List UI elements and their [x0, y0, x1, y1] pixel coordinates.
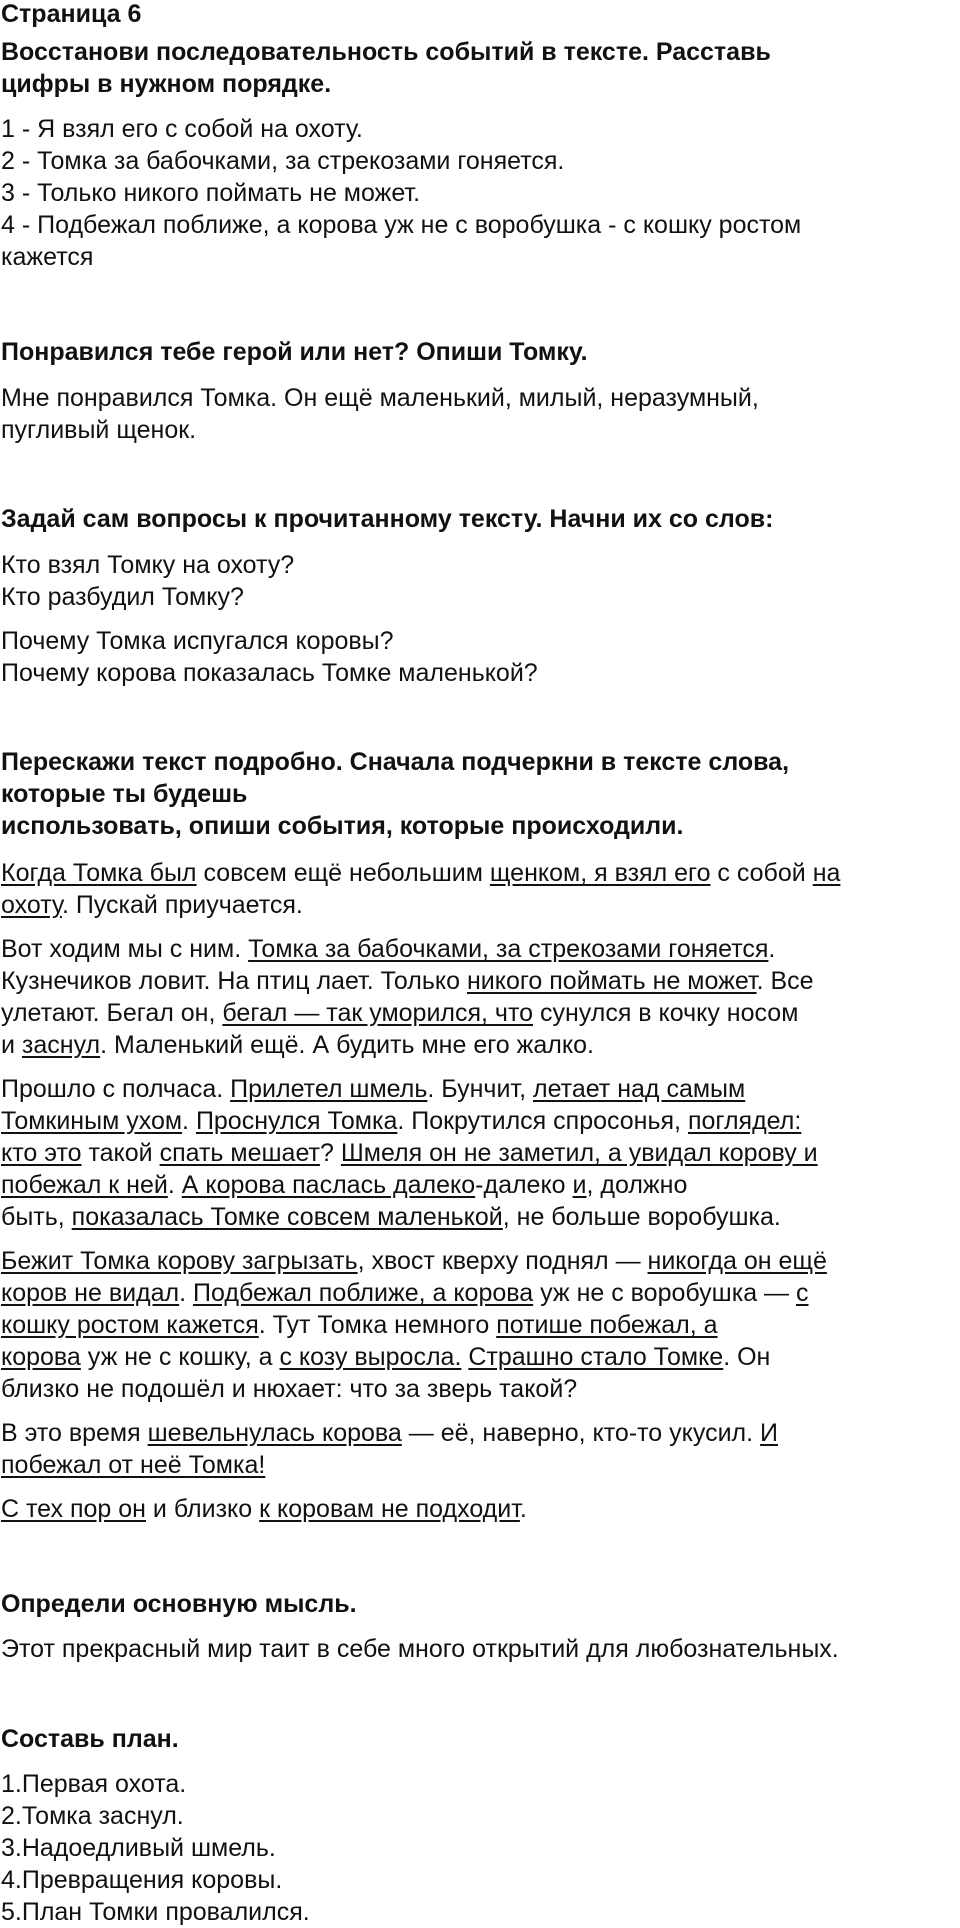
text-span: . [182, 1107, 196, 1135]
underlined-phrase: и [572, 1171, 587, 1199]
text-span: . [179, 1279, 194, 1307]
text-span: . Маленький ещё. А будить мне его жалко. [100, 1031, 594, 1059]
underlined-phrase: корова [1, 1343, 81, 1371]
text-span: пугливый щенок. [1, 416, 197, 444]
section-heading: Составь план. [1, 1725, 179, 1753]
text-span: — её, наверно, кто-то укусил. [401, 1419, 761, 1447]
text-span: . Все [756, 967, 814, 995]
text-span: Кузнечиков ловит. На птиц лает. Только [1, 967, 467, 995]
underlined-phrase: коров не видал [1, 1279, 180, 1307]
text-span: и близко [145, 1495, 260, 1523]
section-heading: Восстанови последовательность событий в тексте. Расставь [1, 38, 771, 66]
underlined-phrase: щенком, я взял его [489, 859, 711, 887]
underlined-phrase: на [812, 859, 841, 887]
text-line [1, 1417, 778, 1449]
underlined-phrase: летает над самым [533, 1075, 746, 1103]
underlined-phrase: побежал от неё Томка! [1, 1451, 266, 1479]
text-line [1, 857, 840, 889]
text-span: Кто взял Томку на охоту? [1, 551, 295, 579]
text-span: совсем ещё небольшим [196, 859, 490, 887]
text-span: , должно [586, 1171, 688, 1199]
underlined-phrase: Когда Томка был [1, 859, 197, 887]
text-line [1, 549, 294, 581]
text-span: 4 - Подбежал поближе, а корова уж не с воробушка - с кошку ростом [1, 211, 802, 239]
underlined-phrase: побежал к ней [1, 1171, 168, 1199]
text-line [1, 1493, 527, 1525]
text-line [1, 1029, 594, 1061]
text-span: 3 - Только никого поймать не может. [1, 179, 421, 207]
text-span: сунулся в кочку носом [533, 999, 799, 1027]
underlined-phrase: Страшно стало Томке [468, 1343, 724, 1371]
underlined-phrase: Прилетел шмель [230, 1075, 428, 1103]
text-span: близко не подошёл и нюхает: что за зверь такой? [1, 1375, 578, 1403]
text-span: улетают. Бегал он, [1, 999, 223, 1027]
text-line [1, 1832, 276, 1864]
underlined-phrase: Подбежал поближе, а корова [193, 1279, 534, 1307]
underlined-phrase: к коровам не подходит [259, 1495, 520, 1523]
underlined-phrase: И [760, 1419, 779, 1447]
text-line [1, 1800, 184, 1832]
section-heading: цифры в нужном порядке. [1, 70, 332, 98]
text-line [1, 1137, 818, 1169]
text-span: В это время [1, 1419, 148, 1447]
underlined-phrase: А корова паслась далеко [181, 1171, 476, 1199]
text-line [1, 1073, 745, 1105]
text-span: уж не с воробушка — [533, 1279, 796, 1307]
text-span: уж не с кошку, а [80, 1343, 280, 1371]
underlined-phrase: Проснулся Томка [195, 1107, 398, 1135]
text-span: . Он [723, 1343, 771, 1371]
text-line [1, 1341, 770, 1373]
text-line [1, 1245, 827, 1277]
text-line [1, 997, 798, 1029]
text-line [1, 113, 363, 145]
text-span: . Покрутился спросонья, [397, 1107, 688, 1135]
text-line [1, 657, 538, 689]
text-span: Почему Томка испугался коровы? [1, 627, 394, 655]
text-line [1, 382, 759, 414]
text-line [1, 414, 196, 446]
text-line [1, 933, 775, 965]
text-span: с собой [710, 859, 813, 887]
text-span: . Пускай приучается. [61, 891, 303, 919]
underlined-phrase: кошку ростом кажется [1, 1311, 259, 1339]
underlined-phrase: потише побежал, а [496, 1311, 718, 1339]
underlined-phrase: поглядел: [687, 1107, 802, 1135]
section-heading: которые ты будешь [1, 780, 248, 808]
text-line [1, 889, 303, 921]
underlined-phrase: шевельнулась корова [147, 1419, 402, 1447]
underlined-phrase: с козу выросла. [279, 1343, 462, 1371]
underlined-phrase: спать мешает [159, 1139, 320, 1167]
underlined-phrase: с [796, 1279, 809, 1307]
text-line [1, 1277, 809, 1309]
text-span: 5.План Томки провалился. [1, 1898, 310, 1926]
text-line [1, 1768, 186, 1800]
text-span: Вот ходим мы с ним. [1, 935, 249, 963]
text-line [1, 1309, 718, 1341]
text-span: , не больше воробушка. [502, 1203, 781, 1231]
text-span: , хвост кверху поднял — [357, 1247, 648, 1275]
underlined-phrase: Томка за бабочками, за стрекозами гоняется [248, 935, 769, 963]
text-span: 2.Томка заснул. [1, 1802, 184, 1830]
section-heading: Перескажи текст подробно. Сначала подчеркни в тексте слова, [1, 748, 790, 776]
text-span: быть, [1, 1203, 72, 1231]
text-line [1, 241, 93, 273]
text-span: 2 - Томка за бабочками, за стрекозами гоняется. [1, 147, 565, 175]
text-span: 4.Превращения коровы. [1, 1866, 283, 1894]
text-line [1, 145, 564, 177]
underlined-phrase: никого поймать не может [466, 967, 757, 995]
underlined-phrase: никогда он ещё [647, 1247, 827, 1275]
section-heading: использовать, опиши события, которые происходили. [1, 812, 684, 840]
text-line [1, 1105, 801, 1137]
text-span: Этот прекрасный мир таит в себе много открытий для любознательных. [1, 1635, 839, 1663]
text-span: Кто разбудил Томку? [1, 583, 244, 611]
text-span: . [768, 935, 776, 963]
section-heading: Понравился тебе герой или нет? Опиши Томку. [1, 338, 588, 366]
underlined-phrase: бегал — так уморился, что [222, 999, 534, 1027]
text-span: Прошло с полчаса. [1, 1075, 231, 1103]
section-heading: Задай сам вопросы к прочитанному тексту. Начни их со слов: [1, 505, 774, 533]
text-line [1, 965, 814, 997]
text-span: 1 - Я взял его с собой на охоту. [1, 115, 363, 143]
text-span: Мне понравился Томка. Он ещё маленький, милый, неразумный, [1, 384, 759, 412]
text-line [1, 1896, 310, 1928]
text-span: Почему корова показалась Томке маленькой? [1, 659, 538, 687]
text-span: такой [81, 1139, 160, 1167]
text-span: 1.Первая охота. [1, 1770, 187, 1798]
text-line [1, 1633, 839, 1665]
text-span: . Тут Томка немного [258, 1311, 497, 1339]
text-span: кажется [1, 243, 94, 271]
underlined-phrase: кто это [1, 1139, 82, 1167]
text-span: ? [319, 1139, 341, 1167]
text-line [1, 1449, 265, 1481]
text-line [1, 1201, 781, 1233]
underlined-phrase: С тех пор он [1, 1495, 146, 1523]
text-span: . [519, 1495, 527, 1523]
text-span: -далеко [475, 1171, 573, 1199]
underlined-phrase: охоту [1, 891, 62, 919]
underlined-phrase: Томкиным ухом [1, 1107, 183, 1135]
text-line [1, 1373, 577, 1405]
text-span: и [1, 1031, 22, 1059]
text-span: . [167, 1171, 182, 1199]
underlined-phrase: заснул [21, 1031, 101, 1059]
text-line [1, 209, 801, 241]
text-line [1, 581, 244, 613]
text-span: . Бунчит, [427, 1075, 533, 1103]
text-line [1, 1169, 687, 1201]
text-line [1, 625, 394, 657]
underlined-phrase: Шмеля он не заметил, а увидал корову и [340, 1139, 818, 1167]
underlined-phrase: показалась Томке совсем маленькой [71, 1203, 503, 1231]
text-line [1, 1864, 282, 1896]
text-line [1, 177, 420, 209]
text-span: 3.Надоедливый шмель. [1, 1834, 276, 1862]
section-heading: Определи основную мысль. [1, 1590, 357, 1618]
underlined-phrase: Бежит Томка корову загрызать [1, 1247, 358, 1275]
page-title: Страница 6 [1, 0, 142, 28]
